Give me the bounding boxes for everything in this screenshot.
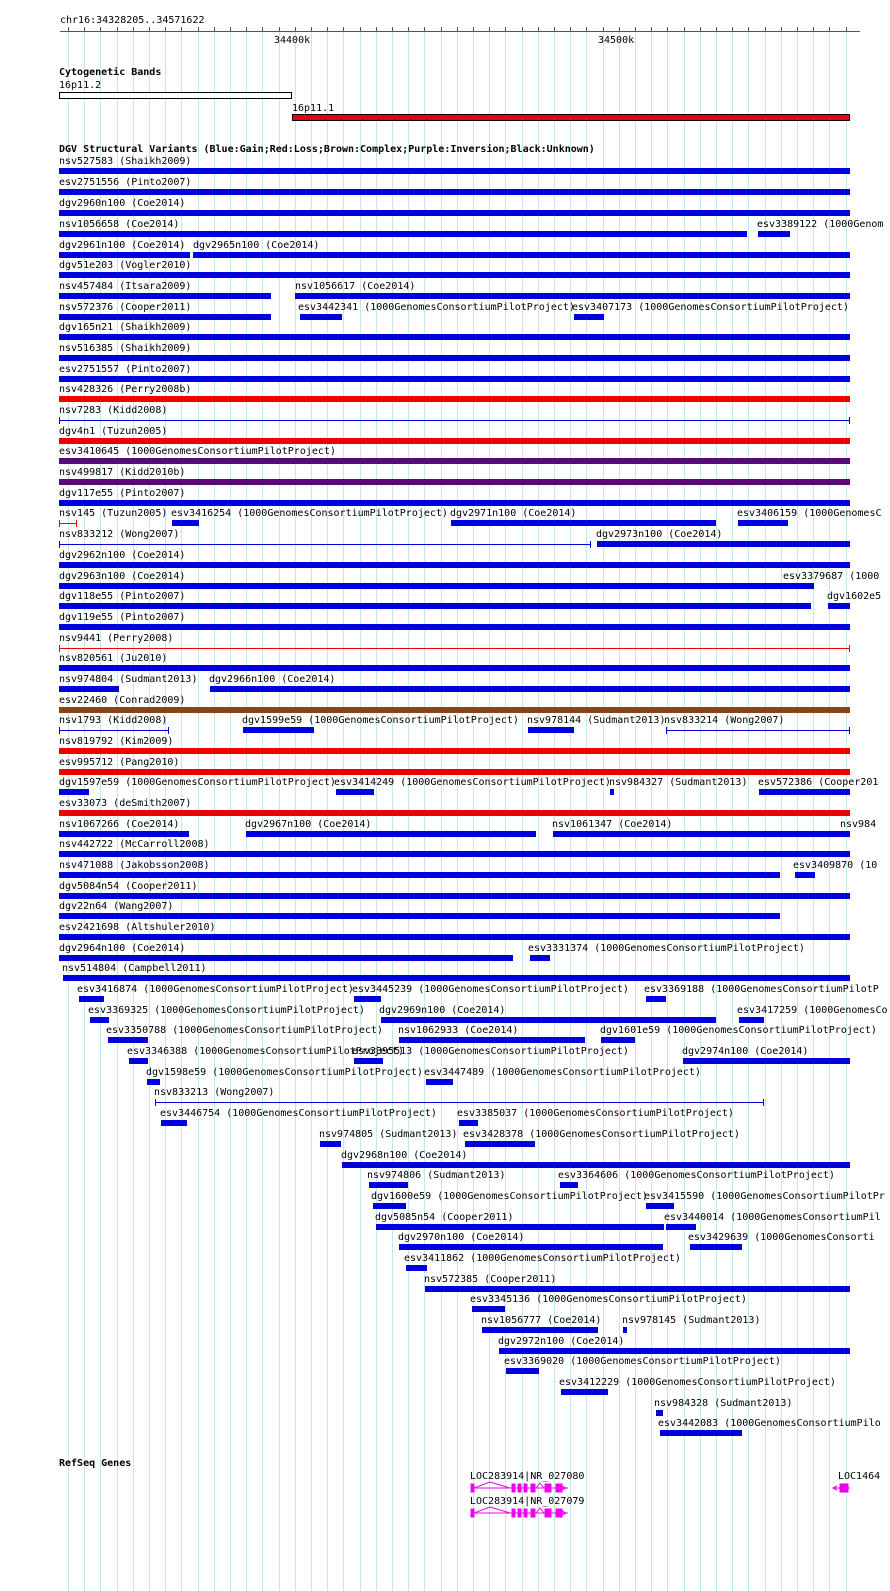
dgv-feature-bar[interactable] xyxy=(59,355,850,361)
dgv-feature-label: dgv2969n100 (Coe2014) xyxy=(379,1005,506,1016)
dgv-track-title: DGV Structural Variants (Blue:Gain;Red:Loss;Brown:Complex;Purple:Inversion;Black:Unknown) xyxy=(59,144,595,155)
dgv-feature-bar[interactable] xyxy=(243,727,314,733)
dgv-feature-bar[interactable] xyxy=(210,686,850,692)
dgv-feature-bar[interactable] xyxy=(399,1244,663,1250)
dgv-feature-bar[interactable] xyxy=(499,1348,850,1354)
dgv-feature-bar[interactable] xyxy=(59,544,591,545)
dgv-feature-label: dgv5084n54 (Cooper2011) xyxy=(59,881,198,892)
ruler-tick xyxy=(133,27,134,31)
dgv-feature-bar[interactable] xyxy=(246,831,536,837)
dgv-feature-bar[interactable] xyxy=(59,438,850,444)
ruler-tick xyxy=(424,27,425,31)
dgv-feature-endcap xyxy=(76,520,77,527)
dgv-feature-bar[interactable] xyxy=(59,334,850,340)
dgv-feature-bar[interactable] xyxy=(59,872,780,878)
dgv-feature-bar[interactable] xyxy=(295,293,850,299)
dgv-feature-label: esv3428378 (1000GenomesConsortiumPilotProject) xyxy=(463,1129,740,1140)
cytoband-label: 16p11.2 xyxy=(59,80,102,91)
dgv-feature-bar[interactable] xyxy=(59,648,850,649)
dgv-feature-label: nsv471088 (Jakobsson2008) xyxy=(59,860,210,871)
dgv-feature-bar[interactable] xyxy=(59,314,271,320)
dgv-feature-label: nsv457484 (Itsara2009) xyxy=(59,281,192,292)
dgv-feature-label: esv3445239 (1000GenomesConsortiumPilotProject) xyxy=(352,984,629,995)
dgv-feature-label: dgv2971n100 (Coe2014) xyxy=(450,508,577,519)
dgv-feature-label: esv3447489 (1000GenomesConsortiumPilotProject) xyxy=(424,1067,701,1078)
ruler-tick xyxy=(68,27,69,31)
dgv-feature-label: nsv516385 (Shaikh2009) xyxy=(59,343,192,354)
dgv-feature-label: esv3369020 (1000GenomesConsortiumPilotProject) xyxy=(504,1356,781,1367)
dgv-feature-bar[interactable] xyxy=(59,293,271,299)
dgv-feature-bar[interactable] xyxy=(59,189,850,195)
dgv-feature-label: nsv833213 (Wong2007) xyxy=(154,1087,275,1098)
ruler-tick xyxy=(376,27,377,31)
dgv-feature-label: nsv527583 (Shaikh2009) xyxy=(59,156,192,167)
dgv-feature-bar[interactable] xyxy=(59,231,747,237)
dgv-feature-bar[interactable] xyxy=(472,1306,505,1312)
dgv-feature-label: dgv1599e59 (1000GenomesConsortiumPilotProject) xyxy=(242,715,519,726)
dgv-feature-label: nsv499817 (Kidd2010b) xyxy=(59,467,186,478)
dgv-feature-bar[interactable] xyxy=(193,252,850,258)
dgv-feature-label: nsv984328 (Sudmant2013) xyxy=(654,1398,793,1409)
ruler-tick xyxy=(408,27,409,31)
dgv-feature-label: dgv118e55 (Pinto2007) xyxy=(59,591,186,602)
dgv-feature-bar[interactable] xyxy=(59,458,850,464)
dgv-feature-bar[interactable] xyxy=(59,913,780,919)
dgv-feature-bar[interactable] xyxy=(59,707,850,713)
dgv-feature-label: dgv2960n100 (Coe2014) xyxy=(59,198,186,209)
dgv-feature-bar[interactable] xyxy=(369,1182,408,1188)
dgv-feature-label: esv3410645 (1000GenomesConsortiumPilotProject) xyxy=(59,446,336,457)
dgv-feature-label: nsv7283 (Kidd2008) xyxy=(59,405,168,416)
dgv-feature-bar[interactable] xyxy=(786,583,814,589)
dgv-feature-bar[interactable] xyxy=(482,1327,598,1333)
dgv-feature-label: esv3417259 (1000GenomesCo xyxy=(737,1005,888,1016)
dgv-feature-bar[interactable] xyxy=(506,1368,539,1374)
ruler-tick xyxy=(667,27,668,31)
ruler-tick xyxy=(716,27,717,31)
dgv-feature-label: nsv145 (Tuzun2005) xyxy=(59,508,168,519)
ruler-tick xyxy=(829,27,830,31)
dgv-feature-bar[interactable] xyxy=(59,686,119,692)
dgv-feature-bar[interactable] xyxy=(59,479,850,485)
dgv-feature-label: nsv1067266 (Coe2014) xyxy=(59,819,180,830)
cytoband-16p11-1[interactable] xyxy=(292,114,850,121)
dgv-feature-label: nsv984 xyxy=(840,819,877,830)
dgv-feature-bar[interactable] xyxy=(108,1037,148,1043)
dgv-feature-label: esv3379687 (1000 xyxy=(783,571,880,582)
dgv-feature-label: esv33073 (deSmith2007) xyxy=(59,798,192,809)
dgv-feature-bar[interactable] xyxy=(63,975,850,981)
dgv-feature-label: dgv2972n100 (Coe2014) xyxy=(498,1336,625,1347)
ruler-tick xyxy=(603,27,604,31)
dgv-feature-label: esv3350788 (1000GenomesConsortiumPilotProject) xyxy=(106,1025,383,1036)
dgv-feature-bar[interactable] xyxy=(354,1058,383,1064)
dgv-feature-label: nsv984327 (Sudmant2013) xyxy=(609,777,748,788)
dgv-feature-label: nsv1793 (Kidd2008) xyxy=(59,715,168,726)
dgv-feature-bar[interactable] xyxy=(59,396,850,402)
ruler-tick xyxy=(279,27,280,31)
ruler-axis xyxy=(60,31,860,32)
dgv-feature-bar[interactable] xyxy=(795,872,815,878)
ruler-tick xyxy=(198,27,199,31)
dgv-feature-label: esv2421698 (Altshuler2010) xyxy=(59,922,216,933)
ruler-tick xyxy=(473,27,474,31)
dgv-feature-label: dgv117e55 (Pinto2007) xyxy=(59,488,186,499)
dgv-feature-bar[interactable] xyxy=(738,520,788,526)
ruler-tick xyxy=(586,27,587,31)
dgv-feature-bar[interactable] xyxy=(59,500,850,506)
dgv-feature-label: dgv165n21 (Shaikh2009) xyxy=(59,322,192,333)
dgv-feature-bar[interactable] xyxy=(90,1017,109,1023)
dgv-feature-bar[interactable] xyxy=(759,789,850,795)
dgv-feature-label: esv3395513 (1000GenomesConsortiumPilotProject) xyxy=(352,1046,629,1057)
ruler-tick xyxy=(651,27,652,31)
dgv-feature-bar[interactable] xyxy=(342,1162,850,1168)
refseq-track-title: RefSeq Genes xyxy=(59,1458,132,1469)
ruler-tick xyxy=(360,27,361,31)
dgv-feature-endcap xyxy=(168,727,169,734)
ruler-tick xyxy=(522,27,523,31)
dgv-feature-bar[interactable] xyxy=(59,851,850,857)
dgv-feature-label: esv3414249 (1000GenomesConsortiumPilotProject) xyxy=(334,777,611,788)
ruler-tick xyxy=(684,27,685,31)
dgv-feature-bar[interactable] xyxy=(561,1389,608,1395)
dgv-feature-bar[interactable] xyxy=(59,252,190,258)
dgv-feature-bar[interactable] xyxy=(59,789,89,795)
dgv-feature-label: dgv2973n100 (Coe2014) xyxy=(596,529,723,540)
dgv-feature-bar[interactable] xyxy=(59,955,513,961)
dgv-feature-bar[interactable] xyxy=(59,603,811,609)
cytoband-16p11-2[interactable] xyxy=(59,92,292,99)
dgv-feature-label: nsv1061347 (Coe2014) xyxy=(552,819,673,830)
ruler-tick xyxy=(181,27,182,31)
dgv-feature-bar[interactable] xyxy=(683,1058,850,1064)
dgv-feature-bar[interactable] xyxy=(381,1017,716,1023)
ruler-tick xyxy=(392,27,393,31)
dgv-feature-label: dgv119e55 (Pinto2007) xyxy=(59,612,186,623)
dgv-feature-label: dgv51e203 (Vogler2010) xyxy=(59,260,192,271)
dgv-feature-endcap xyxy=(763,1099,764,1106)
dgv-feature-label: esv3446754 (1000GenomesConsortiumPilotProject) xyxy=(160,1108,437,1119)
dgv-feature-bar[interactable] xyxy=(530,955,550,961)
ruler-tick xyxy=(846,27,847,31)
dgv-feature-endcap xyxy=(849,645,850,652)
dgv-feature-bar[interactable] xyxy=(59,665,850,671)
dgv-feature-bar[interactable] xyxy=(59,810,850,816)
ruler-tick xyxy=(797,27,798,31)
dgv-feature-bar[interactable] xyxy=(574,314,604,320)
ruler-tick-label: 34500k xyxy=(598,35,635,46)
dgv-feature-label: esv3440014 (1000GenomesConsortiumPil xyxy=(664,1212,881,1223)
dgv-feature-label: esv3429639 (1000GenomesConsorti xyxy=(688,1232,875,1243)
dgv-feature-bar[interactable] xyxy=(172,520,199,526)
ruler-tick xyxy=(327,27,328,31)
dgv-feature-endcap xyxy=(849,727,850,734)
dgv-feature-bar[interactable] xyxy=(528,727,574,733)
ruler-tick xyxy=(748,27,749,31)
dgv-feature-label: dgv1598e59 (1000GenomesConsortiumPilotProject) xyxy=(146,1067,423,1078)
dgv-feature-bar[interactable] xyxy=(623,1327,627,1333)
dgv-feature-bar[interactable] xyxy=(610,789,614,795)
dgv-feature-label: esv3389122 (1000Genom xyxy=(757,219,884,230)
dgv-feature-bar[interactable] xyxy=(59,831,189,837)
dgv-feature-label: nsv514804 (Campbell2011) xyxy=(62,963,207,974)
ruler-tick xyxy=(84,27,85,31)
dgv-feature-label: dgv2964n100 (Coe2014) xyxy=(59,943,186,954)
ruler-tick xyxy=(635,27,636,31)
dgv-feature-label: dgv1597e59 (1000GenomesConsortiumPilotProject) xyxy=(59,777,336,788)
dgv-feature-label: esv3369188 (1000GenomesConsortiumPilotP xyxy=(644,984,879,995)
ruler-tick xyxy=(343,27,344,31)
dgv-feature-bar[interactable] xyxy=(646,1203,674,1209)
dgv-feature-label: nsv428326 (Perry2008b) xyxy=(59,384,192,395)
dgv-feature-bar[interactable] xyxy=(354,996,381,1002)
dgv-feature-label: dgv2970n100 (Coe2014) xyxy=(398,1232,525,1243)
dgv-feature-label: esv3406159 (1000GenomesC xyxy=(737,508,882,519)
dgv-feature-label: nsv833212 (Wong2007) xyxy=(59,529,180,540)
dgv-feature-label: esv3364606 (1000GenomesConsortiumPilotProject) xyxy=(558,1170,835,1181)
dgv-feature-bar[interactable] xyxy=(601,1037,635,1043)
dgv-feature-bar[interactable] xyxy=(690,1244,742,1250)
ruler-tick xyxy=(214,27,215,31)
ruler-tick xyxy=(230,27,231,31)
dgv-feature-label: dgv1602e5 xyxy=(827,591,882,602)
dgv-feature-label: esv572386 (Cooper201 xyxy=(758,777,879,788)
dgv-feature-label: esv3412229 (1000GenomesConsortiumPilotProject) xyxy=(559,1377,836,1388)
dgv-feature-label: nsv974804 (Sudmant2013) xyxy=(59,674,198,685)
dgv-feature-bar[interactable] xyxy=(59,272,850,278)
ruler-tick xyxy=(554,27,555,31)
dgv-feature-bar[interactable] xyxy=(560,1182,578,1188)
ruler-tick xyxy=(619,27,620,31)
ruler-tick xyxy=(311,27,312,31)
dgv-feature-label: esv3409870 (10 xyxy=(793,860,878,871)
dgv-feature-endcap xyxy=(59,520,60,527)
dgv-feature-bar[interactable] xyxy=(336,789,374,795)
refseq-gene-label: LOC283914|NR_027080 xyxy=(470,1471,585,1482)
dgv-feature-label: nsv819792 (Kim2009) xyxy=(59,736,174,747)
dgv-feature-label: nsv9441 (Perry2008) xyxy=(59,633,174,644)
ruler-tick xyxy=(538,27,539,31)
ruler-tick xyxy=(781,27,782,31)
dgv-feature-bar[interactable] xyxy=(553,831,850,837)
dgv-feature-label: nsv442722 (McCarroll2008) xyxy=(59,839,210,850)
ruler-tick xyxy=(813,27,814,31)
dgv-feature-bar[interactable] xyxy=(59,624,850,630)
ruler-tick xyxy=(441,27,442,31)
dgv-feature-bar[interactable] xyxy=(843,831,850,837)
refseq-gene-label: LOC1464 xyxy=(838,1471,881,1482)
dgv-feature-label: dgv2962n100 (Coe2014) xyxy=(59,550,186,561)
dgv-feature-bar[interactable] xyxy=(59,748,850,754)
dgv-feature-bar[interactable] xyxy=(656,1410,663,1416)
dgv-feature-bar[interactable] xyxy=(666,1224,696,1230)
dgv-feature-bar[interactable] xyxy=(59,168,850,174)
dgv-feature-label: nsv572385 (Cooper2011) xyxy=(424,1274,557,1285)
dgv-feature-label: esv2751556 (Pinto2007) xyxy=(59,177,192,188)
ruler-tick xyxy=(165,27,166,31)
dgv-feature-label: dgv2965n100 (Coe2014) xyxy=(193,240,320,251)
dgv-feature-endcap xyxy=(155,1099,156,1106)
ruler-tick xyxy=(700,27,701,31)
dgv-feature-label: dgv2974n100 (Coe2014) xyxy=(682,1046,809,1057)
dgv-feature-label: nsv1056617 (Coe2014) xyxy=(295,281,416,292)
dgv-feature-label: nsv1056777 (Coe2014) xyxy=(481,1315,602,1326)
refseq-gene-model[interactable] xyxy=(833,1484,850,1492)
dgv-feature-label: nsv833214 (Wong2007) xyxy=(664,715,785,726)
dgv-feature-label: esv3411862 (1000GenomesConsortiumPilotProject) xyxy=(404,1253,681,1264)
dgv-feature-bar[interactable] xyxy=(59,769,850,775)
dgv-feature-bar[interactable] xyxy=(597,541,850,547)
dgv-feature-bar[interactable] xyxy=(59,210,850,216)
dgv-feature-bar[interactable] xyxy=(373,1203,406,1209)
dgv-feature-endcap xyxy=(59,645,60,652)
dgv-feature-label: esv22460 (Conrad2009) xyxy=(59,695,186,706)
dgv-feature-label: nsv820561 (Ju2010) xyxy=(59,653,168,664)
ruler-tick xyxy=(149,27,150,31)
dgv-feature-label: nsv978145 (Sudmant2013) xyxy=(622,1315,761,1326)
dgv-feature-bar[interactable] xyxy=(459,1120,478,1126)
dgv-feature-label: esv3385037 (1000GenomesConsortiumPilotProject) xyxy=(457,1108,734,1119)
dgv-feature-bar[interactable] xyxy=(79,996,104,1002)
dgv-feature-bar[interactable] xyxy=(666,730,850,731)
ruler-tick xyxy=(732,27,733,31)
dgv-feature-label: nsv1056658 (Coe2014) xyxy=(59,219,180,230)
refseq-gene-label: LOC283914|NR_027079 xyxy=(470,1496,585,1507)
dgv-feature-bar[interactable] xyxy=(320,1141,341,1147)
dgv-feature-bar[interactable] xyxy=(161,1120,187,1126)
dgv-feature-endcap xyxy=(849,417,850,424)
dgv-feature-endcap xyxy=(59,541,60,548)
dgv-feature-bar[interactable] xyxy=(129,1058,148,1064)
dgv-feature-label: nsv1062933 (Coe2014) xyxy=(398,1025,519,1036)
dgv-feature-label: dgv2966n100 (Coe2014) xyxy=(209,674,336,685)
dgv-feature-label: dgv2967n100 (Coe2014) xyxy=(245,819,372,830)
ruler-tick xyxy=(457,27,458,31)
dgv-feature-bar[interactable] xyxy=(59,730,169,731)
dgv-feature-bar[interactable] xyxy=(646,996,666,1002)
dgv-feature-label: esv3369325 (1000GenomesConsortiumPilotProject) xyxy=(88,1005,365,1016)
dgv-feature-bar[interactable] xyxy=(465,1141,535,1147)
dgv-feature-label: dgv4n1 (Tuzun2005) xyxy=(59,426,168,437)
dgv-feature-label: esv3346388 (1000GenomesConsortiumPilotProject) xyxy=(127,1046,404,1057)
dgv-feature-endcap xyxy=(59,727,60,734)
ruler-tick xyxy=(100,27,101,31)
dgv-feature-label: nsv974805 (Sudmant2013) xyxy=(319,1129,458,1140)
dgv-feature-bar[interactable] xyxy=(660,1430,742,1436)
dgv-feature-label: esv3416254 (1000GenomesConsortiumPilotProject) xyxy=(171,508,448,519)
dgv-feature-label: dgv2968n100 (Coe2014) xyxy=(341,1150,468,1161)
dgv-feature-bar[interactable] xyxy=(406,1265,427,1271)
dgv-feature-label: nsv974806 (Sudmant2013) xyxy=(367,1170,506,1181)
cytoband-track-title: Cytogenetic Bands xyxy=(59,67,162,78)
dgv-feature-label: dgv22n64 (Wang2007) xyxy=(59,901,174,912)
dgv-feature-bar[interactable] xyxy=(59,562,850,568)
dgv-feature-bar[interactable] xyxy=(426,1079,453,1085)
ruler-tick xyxy=(246,27,247,31)
ruler-range-label: chr16:34328205..34571622 xyxy=(60,15,205,26)
dgv-feature-label: esv2751557 (Pinto2007) xyxy=(59,364,192,375)
dgv-feature-label: esv3416874 (1000GenomesConsortiumPilotProject) xyxy=(77,984,354,995)
ruler-tick xyxy=(570,27,571,31)
dgv-feature-bar[interactable] xyxy=(376,1224,664,1230)
dgv-feature-bar[interactable] xyxy=(739,1017,764,1023)
dgv-feature-endcap xyxy=(59,417,60,424)
dgv-feature-bar[interactable] xyxy=(59,420,850,421)
dgv-feature-bar[interactable] xyxy=(59,523,77,524)
ruler-tick xyxy=(262,27,263,31)
dgv-feature-label: esv3442083 (1000GenomesConsortiumPilo xyxy=(658,1418,881,1429)
dgv-feature-bar[interactable] xyxy=(828,603,850,609)
dgv-feature-label: esv3407173 (1000GenomesConsortiumPilotProject) xyxy=(572,302,849,313)
dgv-feature-endcap xyxy=(590,541,591,548)
dgv-feature-label: esv3345136 (1000GenomesConsortiumPilotProject) xyxy=(470,1294,747,1305)
dgv-feature-bar[interactable] xyxy=(59,934,850,940)
dgv-feature-label: dgv5085n54 (Cooper2011) xyxy=(375,1212,514,1223)
dgv-feature-endcap xyxy=(666,727,667,734)
dgv-feature-bar[interactable] xyxy=(758,231,790,237)
dgv-feature-bar[interactable] xyxy=(59,583,811,589)
ruler-tick xyxy=(505,27,506,31)
dgv-feature-label: nsv978144 (Sudmant2013) xyxy=(527,715,666,726)
cytoband-label: 16p11.1 xyxy=(292,103,335,114)
ruler-tick xyxy=(117,27,118,31)
ruler-tick xyxy=(295,27,296,31)
dgv-feature-label: esv3331374 (1000GenomesConsortiumPilotProject) xyxy=(528,943,805,954)
ruler-tick-label: 34400k xyxy=(274,35,311,46)
dgv-feature-label: esv995712 (Pang2010) xyxy=(59,757,180,768)
dgv-feature-bar[interactable] xyxy=(59,893,850,899)
dgv-feature-label: dgv1601e59 (1000GenomesConsortiumPilotProject) xyxy=(600,1025,877,1036)
dgv-feature-bar[interactable] xyxy=(425,1286,850,1292)
dgv-feature-label: dgv2963n100 (Coe2014) xyxy=(59,571,186,582)
dgv-feature-label: nsv572376 (Cooper2011) xyxy=(59,302,192,313)
dgv-feature-label: dgv1600e59 (1000GenomesConsortiumPilotProject) xyxy=(371,1191,648,1202)
dgv-feature-label: esv3415590 (1000GenomesConsortiumPilotPr xyxy=(644,1191,885,1202)
dgv-feature-bar[interactable] xyxy=(451,520,716,526)
dgv-feature-bar[interactable] xyxy=(59,376,850,382)
dgv-feature-bar[interactable] xyxy=(300,314,342,320)
dgv-feature-label: esv3442341 (1000GenomesConsortiumPilotProject) xyxy=(298,302,575,313)
dgv-feature-bar[interactable] xyxy=(399,1037,585,1043)
ruler-tick xyxy=(765,27,766,31)
dgv-feature-bar[interactable] xyxy=(155,1102,764,1103)
dgv-feature-bar[interactable] xyxy=(147,1079,160,1085)
ruler-tick xyxy=(489,27,490,31)
dgv-feature-label: dgv2961n100 (Coe2014) xyxy=(59,240,186,251)
